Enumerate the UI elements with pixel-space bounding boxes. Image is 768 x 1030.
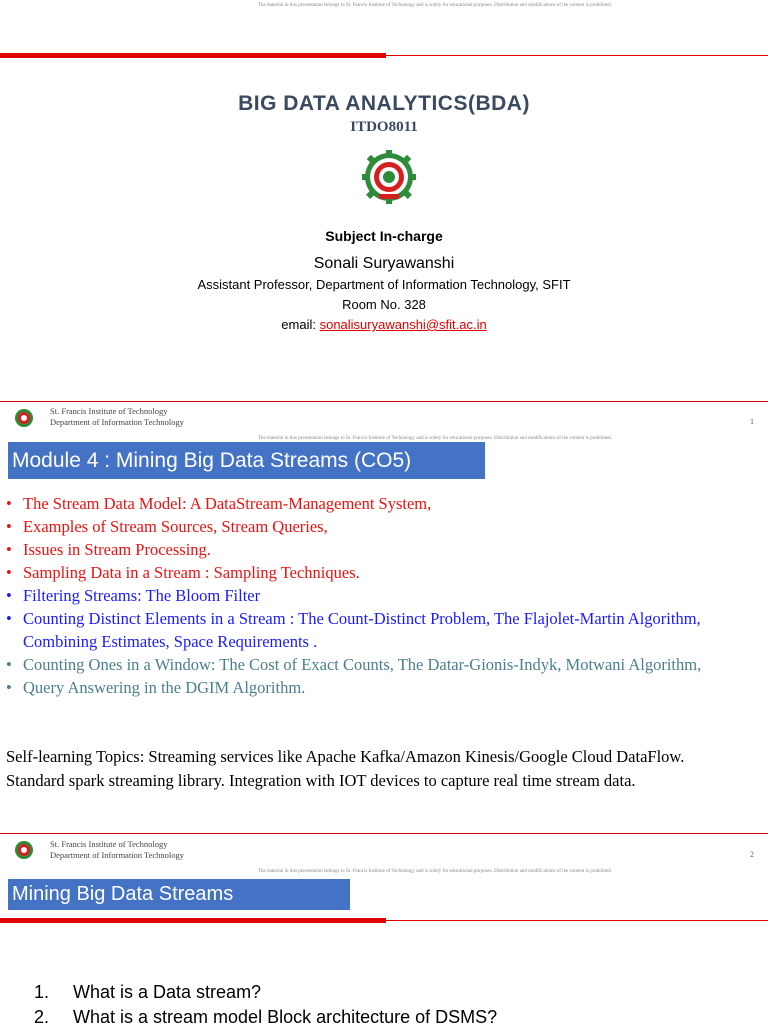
disclaimer-top: The material in this presentation belongs to St. Francis Institute of Technology and is solely for educational purposes. Distribution and modifications of the content is prohibited. — [258, 3, 612, 8]
footer-department-name: Department of Information Technology — [50, 850, 185, 860]
subject-label: Subject In-charge — [325, 228, 443, 244]
email-label: email: — [281, 317, 320, 332]
disclaimer-slide2: The material in this presentation belongs to St. Francis Institute of Technology and is solely for educational purposes. Distribution and modifications of the content is prohibited. — [258, 436, 612, 441]
list-item: • Examples of Stream Sources, Stream Queries, — [6, 517, 328, 536]
list-item: • The Stream Data Model: A DataStream-Management System, — [6, 494, 432, 513]
footer-rule-1 — [0, 401, 768, 402]
heading-accent-bar — [0, 918, 386, 923]
faculty-name: Sonali Suryawanshi — [313, 255, 455, 272]
footer-logo-icon — [10, 840, 38, 860]
footer-institute — [50, 406, 184, 428]
heading-rule — [386, 920, 768, 921]
list-item: • Filtering Streams: The Bloom Filter — [6, 586, 261, 605]
course-title: BIG DATA ANALYTICS(BDA) — [238, 92, 530, 115]
course-code: ITDO8011 — [350, 119, 418, 135]
email-link[interactable]: sonalisuryawanshi@sfit.ac.in — [319, 317, 487, 332]
title-accent-bar — [0, 53, 386, 58]
footer-department-name: Department of Information Technology — [50, 417, 185, 427]
list-item: • Counting Distinct Elements in a Stream : The Count-Distinct Problem, The Flajolet-Martin Algorithm, Combining Estimates, Space Requirements . — [6, 609, 701, 651]
question-list — [34, 980, 497, 1030]
module-heading: Module 4 : Mining Big Data Streams (CO5) — [8, 442, 485, 479]
list-item: • Counting Ones in a Window: The Cost of Exact Counts, The Datar-Gionis-Indyk, Motwani Algorithm, — [6, 655, 702, 674]
footer-institute-name: St. Francis Institute of Technology — [50, 839, 168, 849]
topic-list — [6, 492, 756, 699]
list-item: • Query Answering in the DGIM Algorithm. — [6, 678, 306, 697]
sfit-logo-icon — [359, 148, 419, 206]
footer-institute-name: St. Francis Institute of Technology — [50, 406, 168, 416]
footer-rule-2 — [0, 833, 768, 834]
room-number: Room No. 328 — [342, 297, 426, 312]
page-number: 2 — [750, 850, 754, 859]
list-item: 2. What is a stream model Block architecture of DSMS? — [34, 1007, 498, 1027]
title-rule — [386, 55, 768, 56]
page-number: 1 — [750, 417, 754, 426]
faculty-designation: Assistant Professor, Department of Information Technology, SFIT — [197, 277, 571, 292]
list-item: • Sampling Data in a Stream : Sampling Techniques. — [6, 563, 360, 582]
footer-logo-icon — [10, 408, 38, 428]
self-learning-topics: Self-learning Topics: Streaming services like Apache Kafka/Amazon Kinesis/Google Cloud DataFlow. Standard spark streaming library. Integration with IOT devices to capture real time stream data. — [6, 747, 685, 790]
footer-institute — [50, 839, 184, 861]
slide-heading: Mining Big Data Streams — [8, 879, 350, 910]
list-item: 1. What is a Data stream? — [34, 982, 262, 1002]
list-item: • Issues in Stream Processing. — [6, 540, 211, 559]
disclaimer-slide3: The material in this presentation belongs to St. Francis Institute of Technology and is solely for educational purposes. Distribution and modifications of the content is prohibited. — [258, 869, 612, 874]
email-line — [0, 317, 768, 332]
